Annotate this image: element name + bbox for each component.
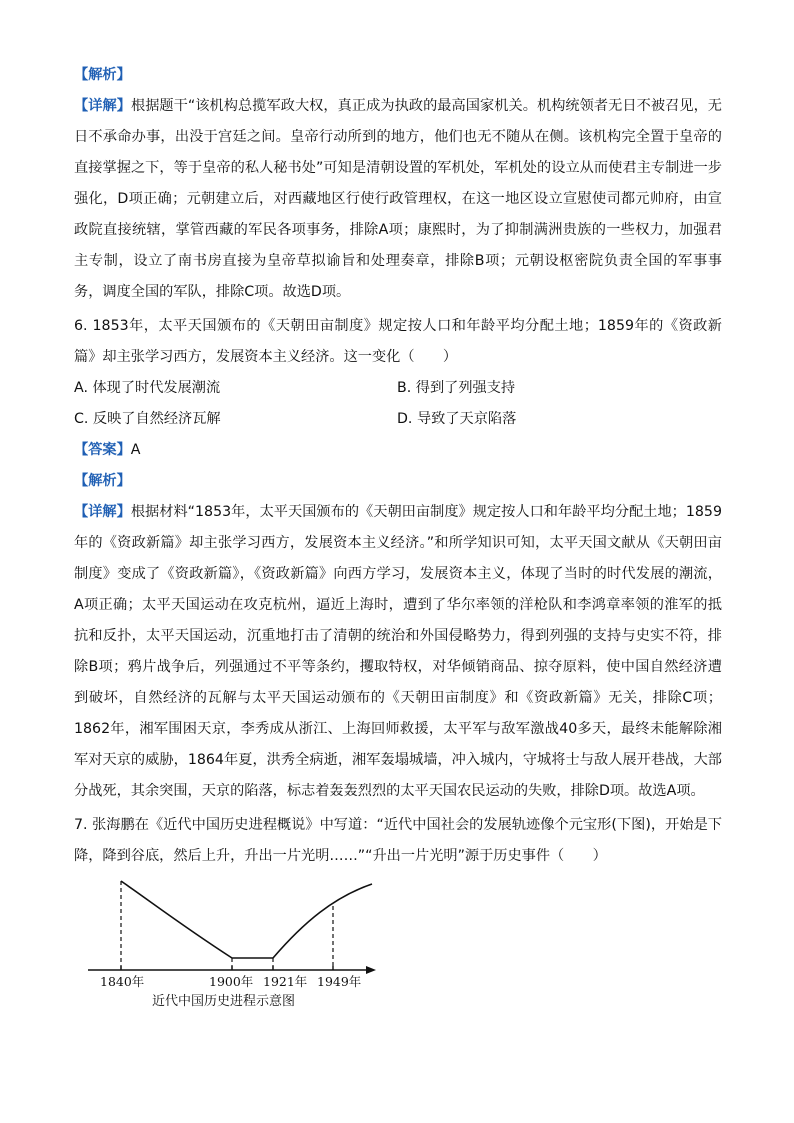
analysis-tag: 【解析】: [74, 473, 131, 489]
detail-paragraph: [74, 497, 722, 807]
trend-curve: [121, 881, 372, 958]
analysis-heading: [74, 466, 722, 497]
tick-label-1840: 1840年: [100, 974, 145, 989]
axis-arrow: [366, 966, 376, 974]
question-6-answer-section: [74, 435, 722, 807]
detail-text: 根据题干“该机构总揽军政大权，真正成为执政的最高国家机关。机构统领者无日不被召见，无日不承命办事，出没于宫廷之间。皇帝行动所到的地方，他们也无不随从在侧。该机构完全置于皇帝的直接掌握之下，等于皇帝的私人秘书处”可知是清朝设置的军机处，军机处的设立从而使君主专制进一步强化，D项正确；元朝建立后，对西藏地区行使行政管理权，在这一地区设立宣慰使司都元帅府，由宣政院直接统辖，掌管西藏的军民各项事务，排除A项；康熙时，为了抑制满洲贵族的一些权力，加强君主专制，设立了南书房直接为皇帝草拟谕旨和处理奏章，排除B项；元朝设枢密院负责全国的军事事务，调度全国的军队，排除C项。故选D项。: [74, 98, 722, 300]
detail-text: 根据材料“1853年，太平天国颁布的《天朝田亩制度》规定按人口和年龄平均分配土地；1859年的《资政新篇》却主张学习西方，发展资本主义经济。”和所学知识可知，太平天国文献从《天朝田亩制度》变成了《资政新篇》，《资政新篇》向西方学习，发展资本主义，体现了当时的时代发展的潮流，A项正确；太平天国运动在攻克杭州，逼近上海时，遭到了华尔率领的洋枪队和李鸿章率领的淮军的抵抗和反扑，太平天国运动，沉重地打击了清朝的统治和外国侵略势力，得到列强的支持与史实不符，排除B项；鸦片战争后，列强通过不平等条约，攫取特权，对华倾销商品、掠夺原料，使中国自然经济遭到破坏，自然经济的瓦解与太平天国运动颁布的《天朝田亩制度》和《资政新篇》无关，排除C项；1862年，湘军围困天京，李秀成从浙江、上海回师救援，太平军与敌军激战40多天，最终未能解除湘军对天京的威胁，1864年夏，洪秀全病逝，湘军轰塌城墙，冲入城内，守城将士与敌人展开巷战，大部分战死，其余突围，天京的陷落，标志着轰轰烈烈的太平天国农民运动的失败，排除D项。故选A项。: [74, 504, 722, 799]
option-d: D. 导致了天京陷落: [397, 411, 517, 427]
history-progress-figure: [84, 872, 384, 1022]
option-a: A. 体现了时代发展潮流: [74, 380, 221, 396]
analysis-heading: [74, 60, 722, 91]
answer-line: [74, 435, 722, 466]
question-7: [74, 810, 722, 872]
section-q5-explanation: [74, 60, 722, 308]
question-stem: 7. 张海鹏在《近代中国历史进程概说》中写道：“近代中国社会的发展轨迹像个元宝形(下图)，开始是下降，降到谷底，然后上升，升出一片光明……”“升出一片光明”源于历史事件（ ）: [74, 817, 722, 864]
analysis-tag: 【解析】: [74, 67, 131, 83]
tick-label-1949: 1949年: [317, 974, 362, 989]
answer-tag: 【答案】: [74, 442, 131, 458]
figure-caption: 近代中国历史进程示意图: [152, 994, 296, 1009]
detail-tag: 【详解】: [74, 504, 131, 520]
tick-label-1900: 1900年: [209, 974, 254, 989]
detail-tag: 【详解】: [74, 98, 131, 114]
question-6: [74, 311, 722, 373]
detail-paragraph: [74, 91, 722, 308]
answer-value: A: [130, 442, 141, 458]
option-c: C. 反映了自然经济瓦解: [74, 411, 221, 427]
tick-label-1921: 1921年: [263, 974, 308, 989]
option-b: B. 得到了列强支持: [397, 380, 516, 396]
question-stem: 6. 1853年，太平天国颁布的《天朝田亩制度》规定按人口和年龄平均分配土地；1859年的《资政新篇》却主张学习西方，发展资本主义经济。这一变化（ ）: [74, 318, 722, 365]
yuanbao-curve-diagram: [84, 872, 384, 982]
